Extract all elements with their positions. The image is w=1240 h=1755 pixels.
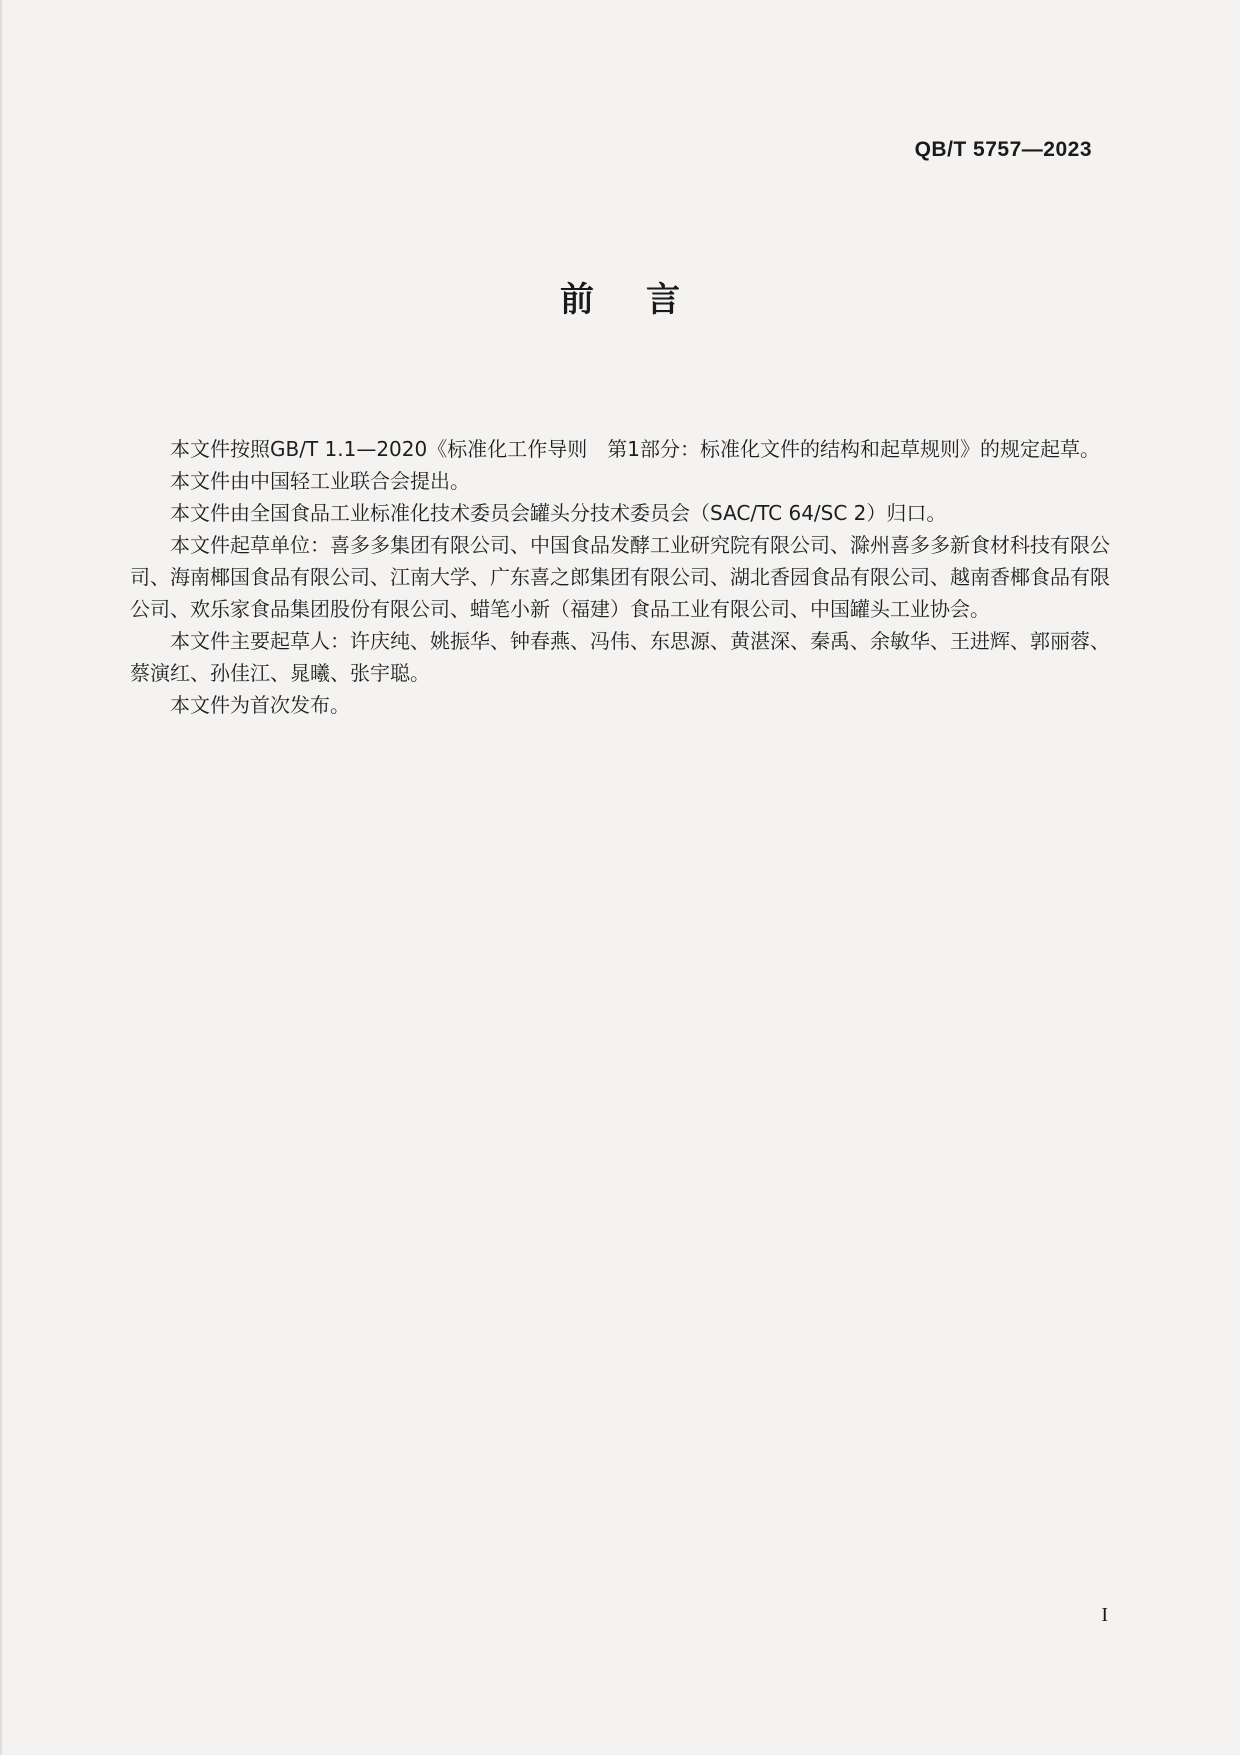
- document-code: QB/T 5757—2023: [914, 138, 1092, 161]
- paragraph-drafting-organizations: 本文件起草单位：喜多多集团有限公司、中国食品发酵工业研究院有限公司、滁州喜多多新食材科技有限公司、海南椰国食品有限公司、江南大学、广东喜之郎集团有限公司、湖北香园食品有限公司、越南香椰食品有限公司、欢乐家食品集团股份有限公司、蜡笔小新（福建）食品工业有限公司、中国罐头工业协会。: [130, 533, 1110, 621]
- paragraph-technical-committee: 本文件由全国食品工业标准化技术委员会罐头分技术委员会（SAC/TC 64/SC 2）归口。: [170, 501, 947, 525]
- paragraph-first-release: 本文件为首次发布。: [170, 693, 350, 717]
- foreword-body: [130, 433, 1110, 721]
- binding-edge: [0, 0, 3, 1755]
- paragraph-proposer: 本文件由中国轻工业联合会提出。: [170, 469, 470, 493]
- paragraph-drafting-rules: 本文件按照GB/T 1.1—2020《标准化工作导则 第1部分：标准化文件的结构和起草规则》的规定起草。: [170, 437, 1100, 461]
- page-number: I: [1101, 1604, 1108, 1626]
- paragraph-main-drafters: 本文件主要起草人：许庆纯、姚振华、钟春燕、冯伟、东思源、黄湛深、秦禹、余敏华、王进辉、郭丽蓉、蔡演红、孙佳江、晁曦、张宇聪。: [130, 629, 1110, 685]
- page-title: 前言: [560, 280, 732, 320]
